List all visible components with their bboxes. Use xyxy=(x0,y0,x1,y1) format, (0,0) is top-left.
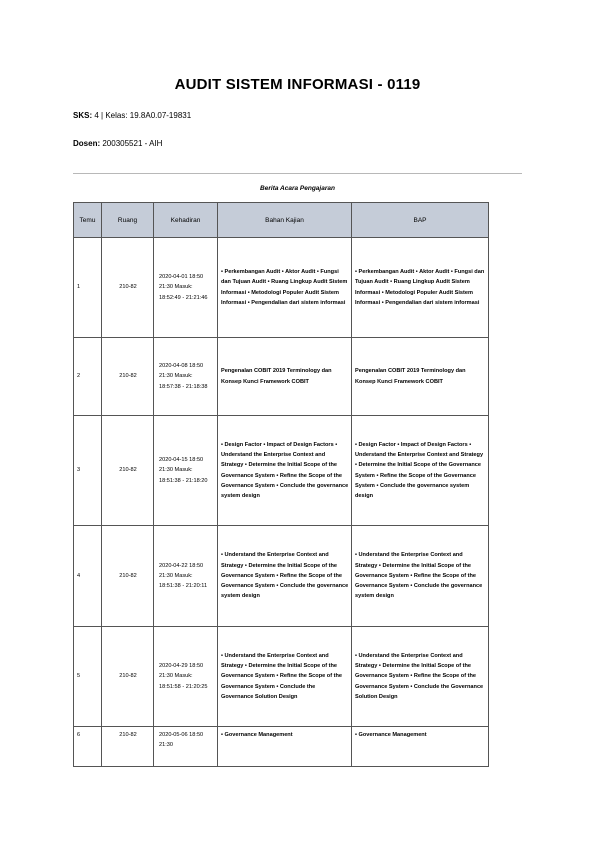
table-row xyxy=(74,338,489,416)
cell-bahan-kajian: • Design Factor • Impact of Design Factors • Understand the Enterprise Context and Strategy • Determine the Initial Scope of the Governance System • Refine the Scope of the Governance System • Conclude the governance system design xyxy=(218,416,352,526)
cell-bap: Pengenalan COBIT 2019 Terminology dan Konsep Kunci Framework COBIT xyxy=(352,338,489,416)
cell-bahan-kajian: • Understand the Enterprise Context and Strategy • Determine the Initial Scope of the Governance System • Refine the Scope of the Governance System • Conclude the governance system design xyxy=(218,526,352,627)
cell-bahan-kajian: • Perkembangan Audit • Aktor Audit • Fungsi dan Tujuan Audit • Ruang Lingkup Audit Sistem Informasi • Metodologi Populer Audit Sistem Informasi • Pengendalian dari sistem informasi xyxy=(218,238,352,338)
cell-bap: • Understand the Enterprise Context and Strategy • Determine the Initial Scope of the Governance System • Refine the Scope of the Governance System • Conclude the Governance Solution Design xyxy=(352,627,489,727)
cell-bahan-kajian: • Governance Management xyxy=(218,727,352,767)
cell-ruang: 210-82 xyxy=(102,238,154,338)
cell-temu: 3 xyxy=(74,416,102,526)
page-title: AUDIT SISTEM INFORMASI - 0119 xyxy=(174,76,421,93)
cell-ruang: 210-82 xyxy=(102,526,154,627)
divider xyxy=(73,173,522,174)
cell-kehadiran: 2020-05-06 18:50 21:30 xyxy=(154,727,218,767)
cell-temu: 6 xyxy=(74,727,102,767)
dosen-label: Dosen: xyxy=(73,139,101,148)
sks-label: SKS: xyxy=(73,111,93,120)
cell-bap: • Perkembangan Audit • Aktor Audit • Fungsi dan Tujuan Audit • Ruang Lingkup Audit Sistem Informasi • Metodologi Populer Audit Sistem Informasi • Pengendalian dari sistem informasi xyxy=(352,238,489,338)
table-row xyxy=(74,627,489,727)
cell-kehadiran: 2020-04-01 18:50 21:30 Masuk: 18:52:49 - 21:21:46 xyxy=(154,238,218,338)
table-header-row xyxy=(74,203,489,238)
cell-temu: 1 xyxy=(74,238,102,338)
table-row xyxy=(74,238,489,338)
cell-ruang: 210-82 xyxy=(102,727,154,767)
cell-bahan-kajian: • Understand the Enterprise Context and Strategy • Determine the Initial Scope of the Governance System • Refine the Scope of the Governance System • Conclude the Governance Solution Design xyxy=(218,627,352,727)
cell-bahan-kajian: Pengenalan COBIT 2019 Terminology dan Konsep Kunci Framework COBIT xyxy=(218,338,352,416)
course-meta-sks xyxy=(73,111,191,120)
sks-value: 4 | Kelas: 19.8A0.07-19831 xyxy=(94,111,192,120)
cell-ruang: 210-82 xyxy=(102,338,154,416)
course-meta-dosen xyxy=(73,139,162,148)
cell-bap: • Governance Management xyxy=(352,727,489,767)
cell-temu: 2 xyxy=(74,338,102,416)
cell-ruang: 210-82 xyxy=(102,627,154,727)
cell-temu: 5 xyxy=(74,627,102,727)
cell-kehadiran: 2020-04-15 18:50 21:30 Masuk: 18:51:38 - 21:18:20 xyxy=(154,416,218,526)
header-temu: Temu xyxy=(74,203,102,238)
cell-ruang: 210-82 xyxy=(102,416,154,526)
cell-bap: • Understand the Enterprise Context and Strategy • Determine the Initial Scope of the Governance System • Refine the Scope of the Governance System • Conclude the governance system design xyxy=(352,526,489,627)
header-kehadiran: Kehadiran xyxy=(154,203,218,238)
table-row xyxy=(74,727,489,767)
table-caption: Berita Acara Pengajaran xyxy=(260,185,335,192)
table-row xyxy=(74,416,489,526)
bap-table xyxy=(73,202,489,767)
header-bahan-kajian: Bahan Kajian xyxy=(218,203,352,238)
cell-bap: • Design Factor • Impact of Design Factors • Understand the Enterprise Context and Strategy • Determine the Initial Scope of the Governance System • Refine the Scope of the Governance System • Conclude the governance system design xyxy=(352,416,489,526)
cell-kehadiran: 2020-04-29 18:50 21:30 Masuk: 18:51:58 - 21:20:25 xyxy=(154,627,218,727)
table-row xyxy=(74,526,489,627)
cell-kehadiran: 2020-04-22 18:50 21:30 Masuk: 18:51:38 - 21:20:11 xyxy=(154,526,218,627)
header-ruang: Ruang xyxy=(102,203,154,238)
header-bap: BAP xyxy=(352,203,489,238)
cell-kehadiran: 2020-04-08 18:50 21:30 Masuk: 18:57:38 - 21:18:38 xyxy=(154,338,218,416)
cell-temu: 4 xyxy=(74,526,102,627)
dosen-value: 200305521 - AIH xyxy=(102,139,163,148)
